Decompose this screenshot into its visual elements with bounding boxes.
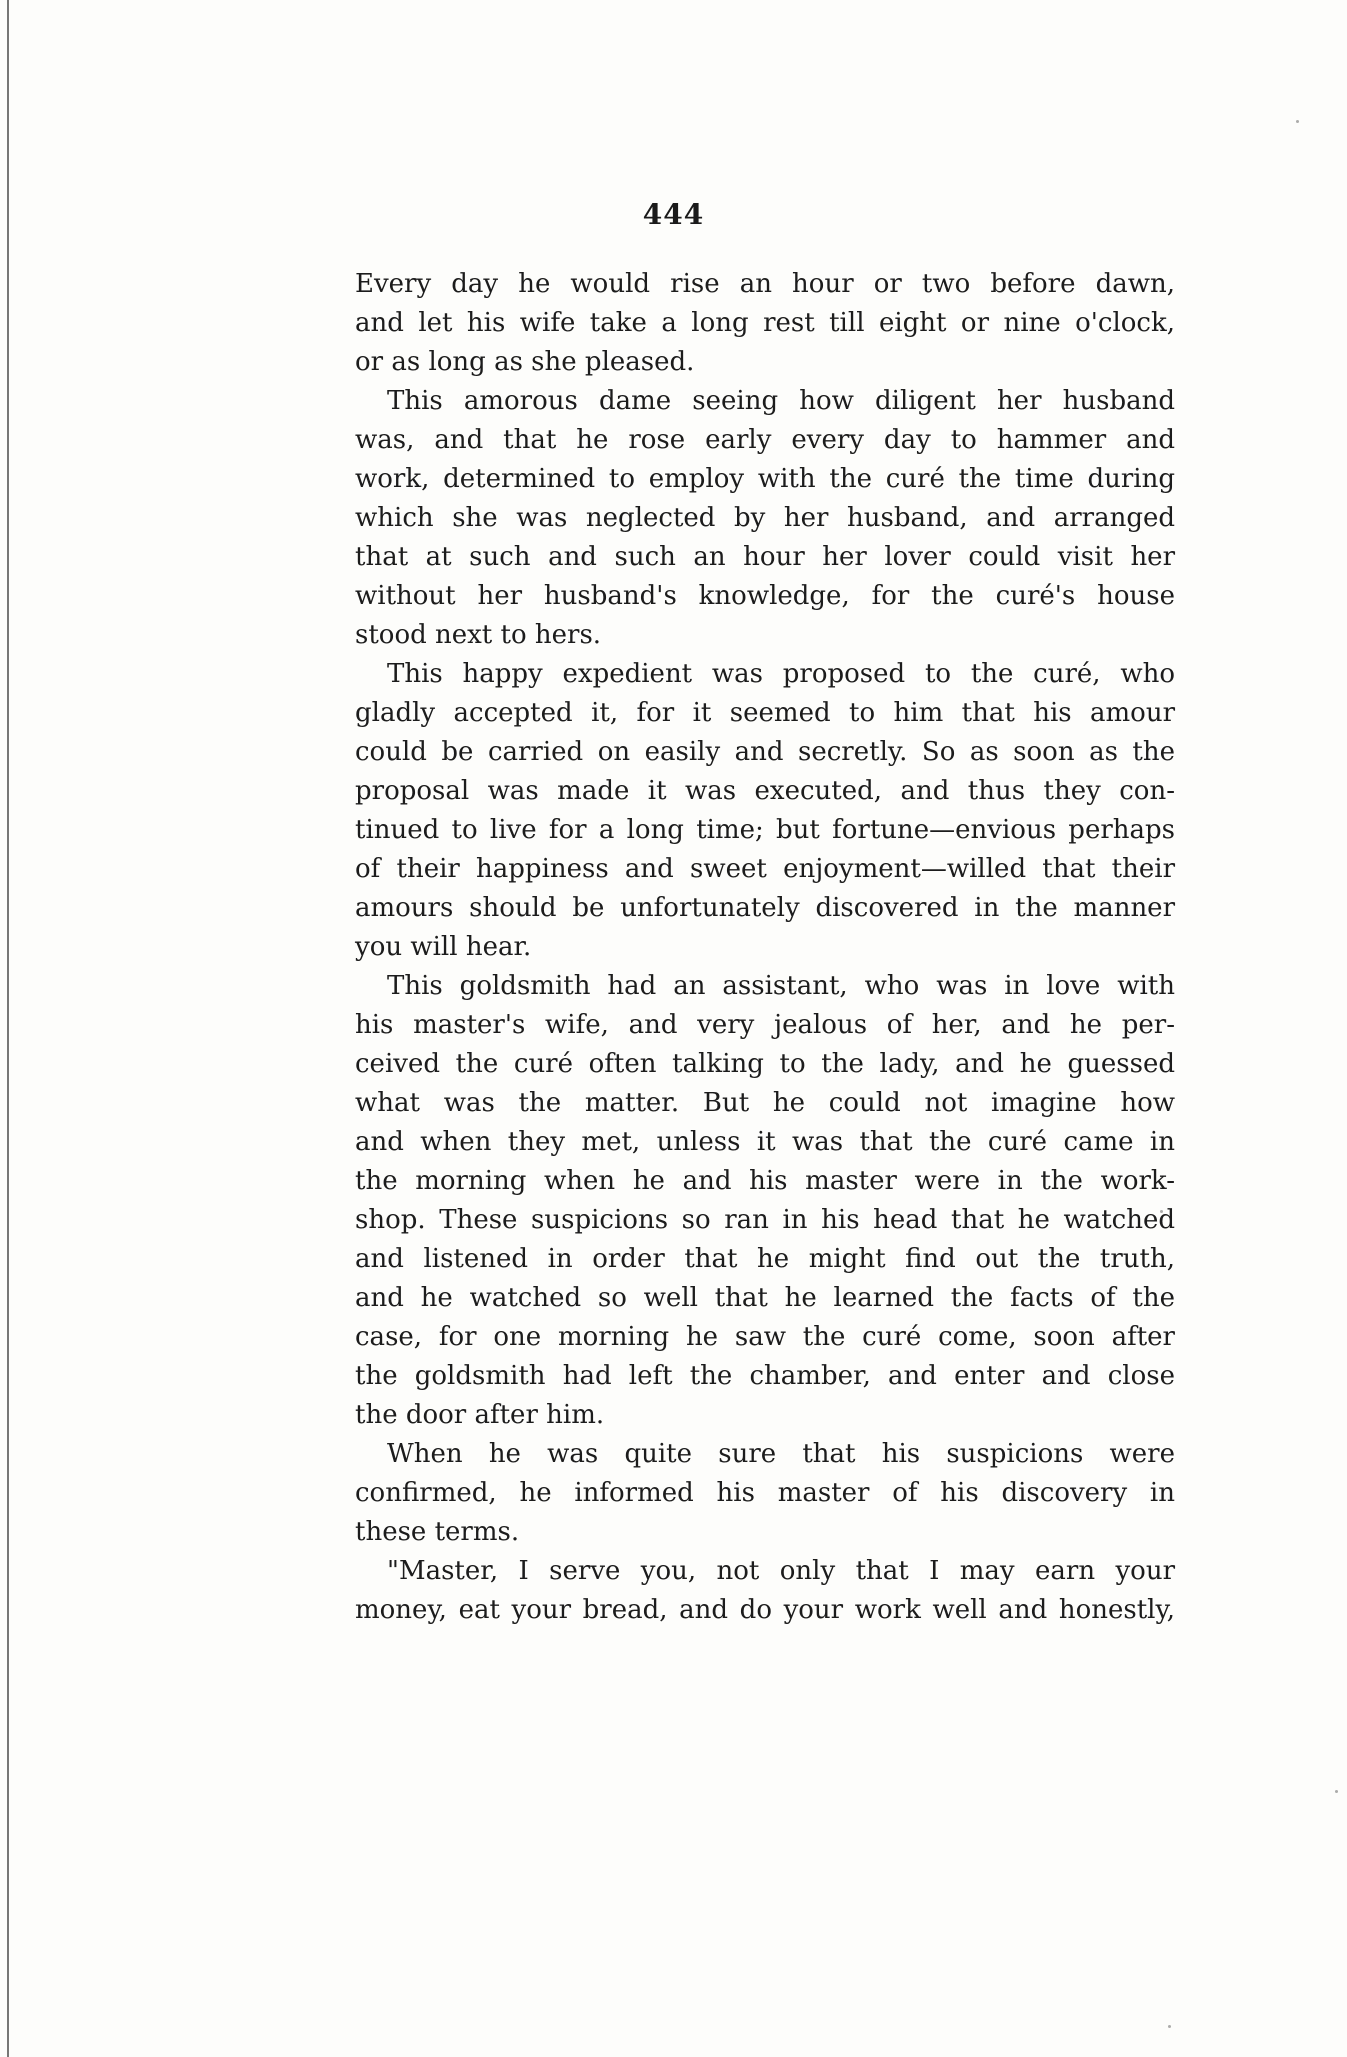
scan-speck — [1335, 1790, 1338, 1793]
paragraph-2 — [323, 382, 1175, 655]
text-line: money, eat your bread, and do your work well and honestly, — [355, 1595, 1175, 1625]
text-line: confirmed, he informed his master of his discovery in — [355, 1478, 1175, 1508]
text-line: and let his wife take a long rest till eight or nine o'clock, — [355, 308, 1175, 338]
text-line: and he watched so well that he learned the facts of the — [355, 1283, 1175, 1313]
text-line: was, and that he rose early every day to hammer and — [355, 425, 1175, 455]
text-line: proposal was made it was executed, and thus they con- — [355, 776, 1175, 806]
text-line: and when they met, unless it was that the curé came in — [355, 1127, 1175, 1157]
text-line: stood next to hers. — [355, 620, 602, 650]
text-line: gladly accepted it, for it seemed to him that his amour — [355, 698, 1175, 728]
text-line: what was the matter. But he could not imagine how — [355, 1088, 1175, 1118]
paragraph-3 — [323, 655, 1175, 967]
scan-speck — [1296, 120, 1299, 123]
text-line: the door after him. — [355, 1400, 605, 1430]
text-line: these terms. — [355, 1517, 520, 1547]
text-line: This amorous dame seeing how diligent her husband — [387, 386, 1175, 416]
paragraph-1 — [323, 265, 1175, 382]
text-line: you will hear. — [355, 932, 532, 962]
paragraph-5 — [323, 1435, 1175, 1552]
paragraph-4 — [323, 967, 1175, 1435]
text-line: This happy expedient was proposed to the curé, who — [387, 659, 1175, 689]
text-line: tinued to live for a long time; but fortune—envious perhaps — [355, 815, 1175, 845]
text-line: work, determined to employ with the curé the time during — [355, 464, 1175, 494]
scan-edge-line — [7, 0, 9, 2057]
text-line: When he was quite sure that his suspicions were — [387, 1439, 1175, 1469]
text-line: could be carried on easily and secretly. So as soon as the — [355, 737, 1175, 767]
text-line: "Master, I serve you, not only that I may earn your — [387, 1556, 1175, 1586]
text-line: his master's wife, and very jealous of her, and he per- — [355, 1010, 1175, 1040]
text-line: and listened in order that he might find out the truth, — [355, 1244, 1175, 1274]
page-number: 444 — [642, 198, 705, 231]
text-line: that at such and such an hour her lover could visit her — [355, 542, 1175, 572]
text-line: the morning when he and his master were in the work- — [355, 1166, 1175, 1196]
text-line: the goldsmith had left the chamber, and enter and close — [355, 1361, 1175, 1391]
text-line: ceived the curé often talking to the lady, and he guessed — [355, 1049, 1175, 1079]
text-line: This goldsmith had an assistant, who was in love with — [387, 971, 1175, 1001]
text-line: amours should be unfortunately discovered in the manner — [355, 893, 1175, 923]
text-line: without her husband's knowledge, for the curé's house — [355, 581, 1175, 611]
text-line: of their happiness and sweet enjoyment—willed that their — [355, 854, 1175, 884]
text-line: case, for one morning he saw the curé come, soon after — [355, 1322, 1175, 1352]
text-line: Every day he would rise an hour or two before dawn, — [355, 269, 1175, 299]
body-text — [323, 265, 1175, 1630]
paragraph-6 — [323, 1552, 1175, 1630]
scan-speck — [1168, 2025, 1171, 2028]
text-line: or as long as she pleased. — [355, 347, 695, 377]
text-line: shop. These suspicions so ran in his head that he watched — [355, 1205, 1175, 1235]
text-line: which she was neglected by her husband, and arranged — [355, 503, 1175, 533]
